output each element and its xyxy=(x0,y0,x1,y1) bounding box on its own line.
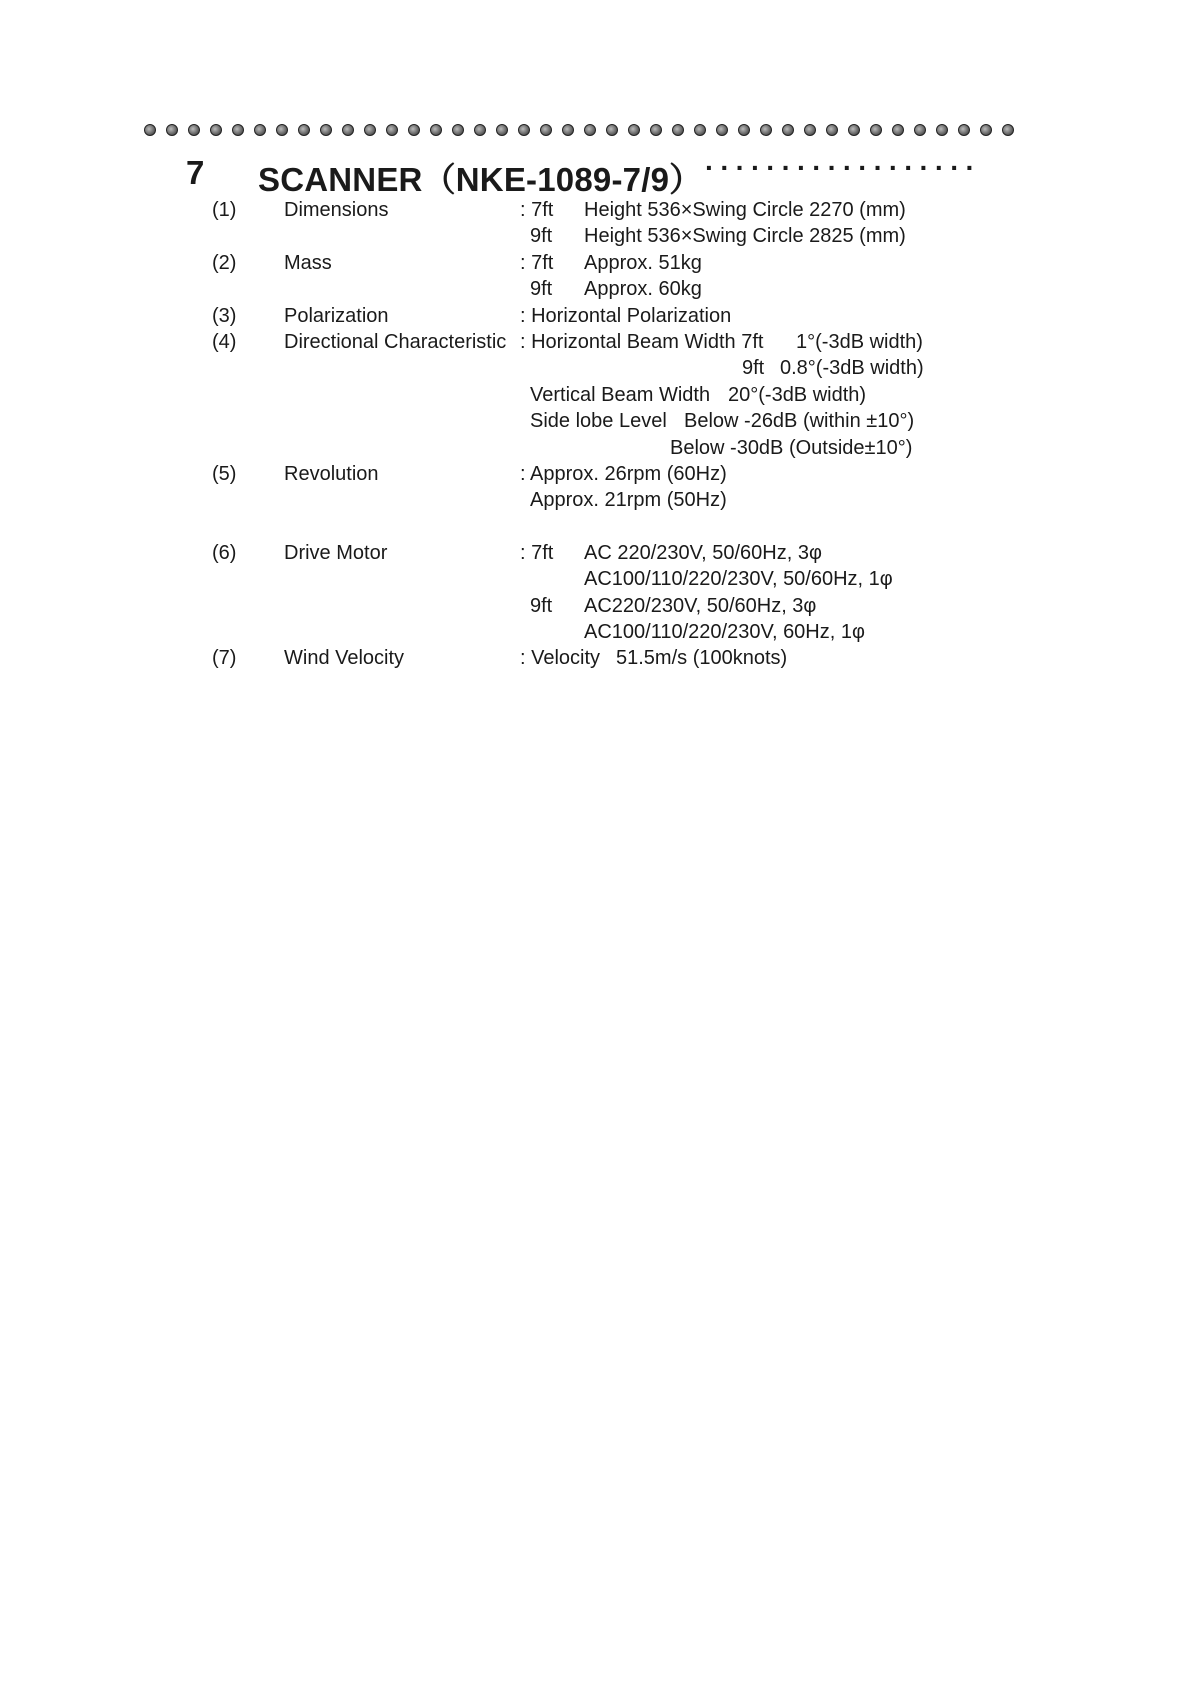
spec-value: Below -26dB (within ±10°) xyxy=(684,410,915,432)
spec-prefix: 9ft xyxy=(530,595,553,617)
spec-value: AC100/110/220/230V, 50/60Hz, 1φ xyxy=(584,568,893,590)
spec-label: Revolution xyxy=(284,463,379,485)
spec-value: 1°(-3dB width) xyxy=(796,331,923,353)
spec-prefix: : 7ft xyxy=(520,199,554,221)
spec-value: AC100/110/220/230V, 60Hz, 1φ xyxy=(584,621,865,643)
border-dot xyxy=(760,124,772,136)
border-dot xyxy=(144,124,156,136)
border-dot xyxy=(540,124,552,136)
border-dot xyxy=(254,124,266,136)
spec-prefix: : 7ft xyxy=(520,542,554,564)
decorative-dot-border xyxy=(144,122,1014,138)
spec-number: (1) xyxy=(212,199,237,221)
border-dot xyxy=(496,124,508,136)
spec-number: (7) xyxy=(212,647,237,669)
spec-text: Approx. 21rpm (50Hz) xyxy=(530,489,727,511)
spec-text: : Velocity xyxy=(520,647,601,669)
spec-value: 51.5m/s (100knots) xyxy=(616,647,788,669)
spec-number: (3) xyxy=(212,305,237,327)
spec-prefix: : 7ft xyxy=(520,252,554,274)
border-dot xyxy=(848,124,860,136)
spec-text: : Approx. 26rpm (60Hz) xyxy=(520,463,727,485)
spec-value: AC 220/230V, 50/60Hz, 3φ xyxy=(584,542,822,564)
border-dot xyxy=(276,124,288,136)
border-dot xyxy=(738,124,750,136)
spec-number: (5) xyxy=(212,463,237,485)
border-dot xyxy=(1002,124,1014,136)
spec-value: Approx. 51kg xyxy=(584,252,702,274)
section-title: SCANNER（NKE-1089-7/9） xyxy=(258,161,703,198)
border-dot xyxy=(474,124,486,136)
spec-label: Directional Characteristic xyxy=(284,331,507,353)
spec-prefix: 9ft xyxy=(530,225,553,247)
spec-prefix: 9ft xyxy=(742,357,765,379)
border-dot xyxy=(672,124,684,136)
spec-value: Height 536×Swing Circle 2825 (mm) xyxy=(584,225,906,247)
spec-text: Vertical Beam Width xyxy=(530,384,711,406)
spec-label: Dimensions xyxy=(284,199,389,221)
border-dot xyxy=(232,124,244,136)
border-dot xyxy=(386,124,398,136)
spec-label: Polarization xyxy=(284,305,389,327)
border-dot xyxy=(892,124,904,136)
spec-number: (2) xyxy=(212,252,237,274)
spec-value: 0.8°(-3dB width) xyxy=(780,357,924,379)
border-dot xyxy=(562,124,574,136)
border-dot xyxy=(980,124,992,136)
spec-prefix: 9ft xyxy=(530,278,553,300)
spec-text: : Horizontal Polarization xyxy=(520,305,732,327)
border-dot xyxy=(650,124,662,136)
border-dot xyxy=(804,124,816,136)
border-dot xyxy=(210,124,222,136)
border-dot xyxy=(826,124,838,136)
section-leader-dots: ·················· xyxy=(705,152,981,183)
border-dot xyxy=(870,124,882,136)
border-dot xyxy=(782,124,794,136)
spec-number: (4) xyxy=(212,331,237,353)
border-dot xyxy=(364,124,376,136)
spec-label: Drive Motor xyxy=(284,542,388,564)
border-dot xyxy=(914,124,926,136)
spec-number: (6) xyxy=(212,542,237,564)
spec-text: : Horizontal Beam Width 7ft xyxy=(520,331,764,353)
border-dot xyxy=(430,124,442,136)
border-dot xyxy=(628,124,640,136)
spec-value: Below -30dB (Outside±10°) xyxy=(670,437,913,459)
border-dot xyxy=(320,124,332,136)
border-dot xyxy=(188,124,200,136)
border-dot xyxy=(452,124,464,136)
spec-value: 20°(-3dB width) xyxy=(728,384,867,406)
border-dot xyxy=(936,124,948,136)
border-dot xyxy=(408,124,420,136)
spec-label: Wind Velocity xyxy=(284,647,405,669)
border-dot xyxy=(716,124,728,136)
border-dot xyxy=(166,124,178,136)
spec-value: AC220/230V, 50/60Hz, 3φ xyxy=(584,595,817,617)
border-dot xyxy=(606,124,618,136)
border-dot xyxy=(518,124,530,136)
border-dot xyxy=(298,124,310,136)
border-dot xyxy=(694,124,706,136)
section-number: 7 xyxy=(186,154,205,191)
spec-value: Approx. 60kg xyxy=(584,278,702,300)
border-dot xyxy=(342,124,354,136)
border-dot xyxy=(958,124,970,136)
spec-value: Height 536×Swing Circle 2270 (mm) xyxy=(584,199,906,221)
border-dot xyxy=(584,124,596,136)
spec-text: Side lobe Level xyxy=(530,410,667,432)
spec-label: Mass xyxy=(284,252,332,274)
